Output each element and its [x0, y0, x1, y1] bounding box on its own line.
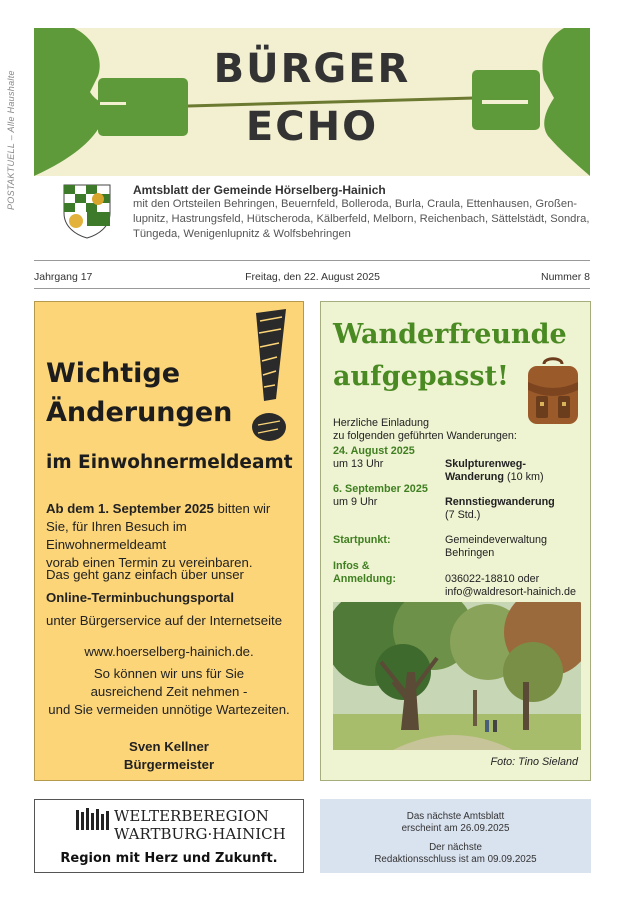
deadline-info: Der nächste Redaktionsschluss ist am 09.09.2025 [374, 842, 537, 865]
welterbe-line1: WELTERBEREGION [114, 807, 269, 825]
notice-url[interactable]: www.hoerselberg-hainich.de. [84, 644, 254, 659]
start-location: Gemeindeverwaltung Behringen [445, 534, 548, 559]
notice-paragraph-2: Das geht ganz einfach über unser Online-Terminbuchungsportal unter Bürgerservice auf der Internetseite [46, 567, 283, 628]
forest-photo [333, 602, 581, 750]
contact-info: 036022-18810 oder info@waldresort-hainich.de [445, 573, 576, 598]
start-label: Startpunkt: [333, 534, 391, 546]
welterbe-line2: WARTBURG·HAINICH [114, 825, 286, 843]
signature-title: Bürgermeister [123, 757, 215, 772]
photo-credit: Foto: Tino Sieland [490, 756, 578, 768]
notice-subheadline: im Einwohnermeldeamt [46, 452, 293, 473]
masthead-title-2: ECHO [245, 104, 379, 150]
hike1-date: 24. August 2025 [333, 445, 415, 457]
info-label: Infos & Anmeldung: [333, 560, 396, 585]
issue-number: Nummer 8 [540, 271, 590, 283]
exclamation-icon [246, 307, 292, 445]
welterbe-logo-icon [76, 808, 110, 832]
hike2-time: um 9 Uhr [333, 496, 378, 508]
hiking-title-1: Wanderfreunde [333, 319, 567, 350]
notice-headline-1: Wichtige [46, 358, 181, 389]
jahrgang: Jahrgang 17 [34, 271, 93, 283]
masthead-title-1: BÜRGER [213, 46, 411, 92]
ortsteile-list: mit den Ortsteilen Behringen, Beuernfeld, Bolleroda, Burla, Craula, Ettenhausen, Großen- lupnitz, Hastrungsfeld, Hütscheroda, Kälberfeld, Melborn, Reichenbach, Sättelstädt, Sondra, Tüngeda, Wenigenlupnitz & Wolfsbehringen [133, 198, 590, 240]
hiking-intro: Herzliche Einladung zu folgenden geführten Wanderungen: [333, 417, 517, 442]
hike1-time: um 13 Uhr [333, 458, 384, 470]
hiking-title-2: aufgepasst! [333, 361, 509, 392]
signature-name: Sven Kellner [129, 739, 209, 754]
hike1-name: Skulpturenweg- Wanderung (10 km) [445, 458, 544, 483]
rule-bottom [34, 288, 590, 289]
notice-paragraph-1: Ab dem 1. September 2025 bitten wir Sie, für Ihren Besuch im Einwohnermeldeamt vorab einen Termin zu vereinbaren. [46, 501, 271, 570]
notice-headline-2: Änderungen [46, 397, 233, 428]
issue-date: Freitag, den 22. August 2025 [245, 271, 380, 283]
welterbe-slogan: Region mit Herz und Zukunft. [60, 851, 278, 866]
rule-top [34, 260, 590, 261]
municipal-crest-icon [62, 183, 112, 239]
notice-closing: So können wir uns für Sie ausreichend Zeit nehmen - und Sie vermeiden unnötige Wartezeiten. [48, 666, 290, 717]
hike2-name: Rennstiegwanderung (7 Std.) [445, 496, 555, 521]
next-issue-info: Das nächste Amtsblatt erscheint am 26.09.2025 [401, 811, 510, 834]
postaktuell-label: POSTAKTUELL – Alle Haushalte [6, 70, 16, 210]
contact-email[interactable]: info@waldresort-hainich.de [445, 586, 576, 598]
backpack-icon [522, 356, 584, 428]
amtsblatt-title: Amtsblatt der Gemeinde Hörselberg-Hainich [133, 183, 386, 197]
hike2-date: 6. September 2025 [333, 483, 428, 495]
masthead [34, 28, 590, 176]
